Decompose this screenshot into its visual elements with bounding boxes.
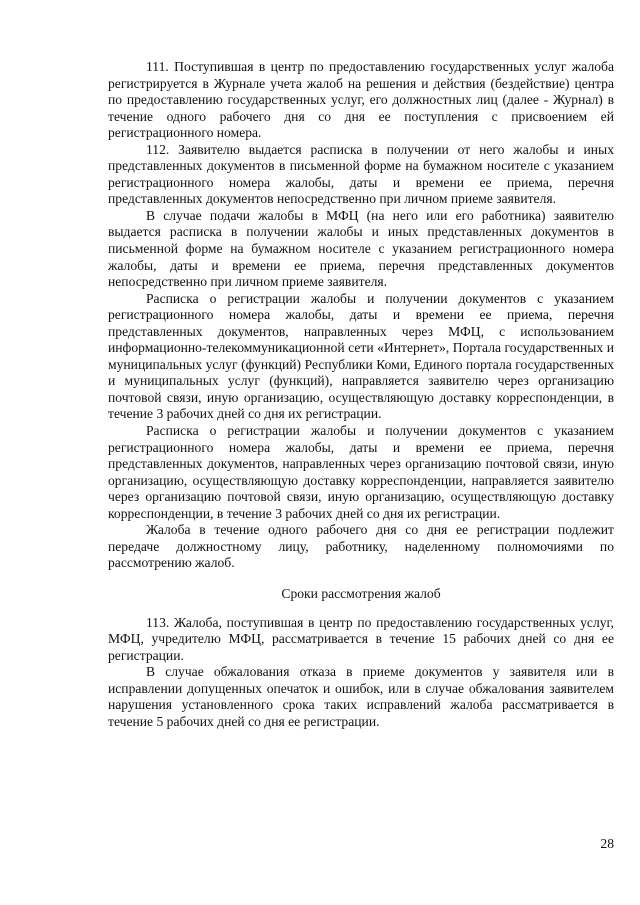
paragraph-112: 112. Заявителю выдается расписка в получении от него жалобы и иных представленных документов в письменной форме на бумажном носителе с указанием регистрационного номера жалобы, даты и времени ее приема, перечня представленных документов непосредственно при личном приеме заявителя.: [108, 141, 614, 207]
page-number: 28: [600, 836, 614, 851]
paragraph-mfc-receipt: В случае подачи жалобы в МФЦ (на него или его работника) заявителю выдается расписка в получении жалобы и иных представленных документов в письменной форме на бумажном носителе с указанием регистрационного номера жалобы, даты и времени ее приема, перечня представленных документов непосредственно при личном приеме заявителя.: [108, 207, 614, 290]
paragraph-113: 113. Жалоба, поступившая в центр по предоставлению государственных услуг, МФЦ, учредителю МФЦ, рассматривается в течение 15 рабочих дней со дня ее регистрации.: [108, 614, 614, 663]
paragraph-receipt-post: Расписка о регистрации жалобы и получении документов с указанием регистрационного номера жалобы, даты и времени ее приема, перечня представленных документов, направленных через организацию почтовой связи, иную организацию, осуществляющую доставку корреспонденции, направляется заявителю через организацию почтовой связи, иную организацию, осуществляющую доставку корреспонденции, в течение 3 рабочих дней со дня их регистрации.: [108, 423, 614, 521]
section-heading: Сроки рассмотрения жалоб: [281, 585, 441, 601]
paragraph-refusal-appeal: В случае обжалования отказа в приеме документов у заявителя или в исправлении допущенных опечаток и ошибок, или в случае обжалования заявителем нарушения установленного срока таких исправлений жалоба рассматривается в течение 5 рабочих дней со дня ее регистрации.: [108, 664, 614, 729]
paragraph-transfer: Жалоба в течение одного рабочего дня со дня ее регистрации подлежит передаче должностному лицу, работнику, наделенному полномочиями по рассмотрению жалоб.: [108, 522, 614, 571]
paragraph-receipt-online: Расписка о регистрации жалобы и получении документов с указанием регистрационного номера жалобы, даты и времени ее приема, перечня представленных документов, направленных через МФЦ, с использованием информационно-телекоммуникационной сети «Интернет», Портала государственных и муниципальных услуг (функций) Республики Коми, Единого портала государственных и муниципальных услуг (функций), направляется заявителю через организацию почтовой связи, иную организацию, осуществляющую доставку корреспонденции, в течение 3 рабочих дней со дня их регистрации.: [108, 290, 614, 422]
paragraph-111: 111. Поступившая в центр по предоставлению государственных услуг жалоба регистрируется в Журнале учета жалоб на решения и действия (бездействие) центра по предоставлению государственных услуг, его должностных лиц (далее - Журнал) в течение одного рабочего дня со дня ее поступления с присвоением ей регистрационного номера.: [108, 59, 614, 141]
document-body: [108, 59, 614, 730]
